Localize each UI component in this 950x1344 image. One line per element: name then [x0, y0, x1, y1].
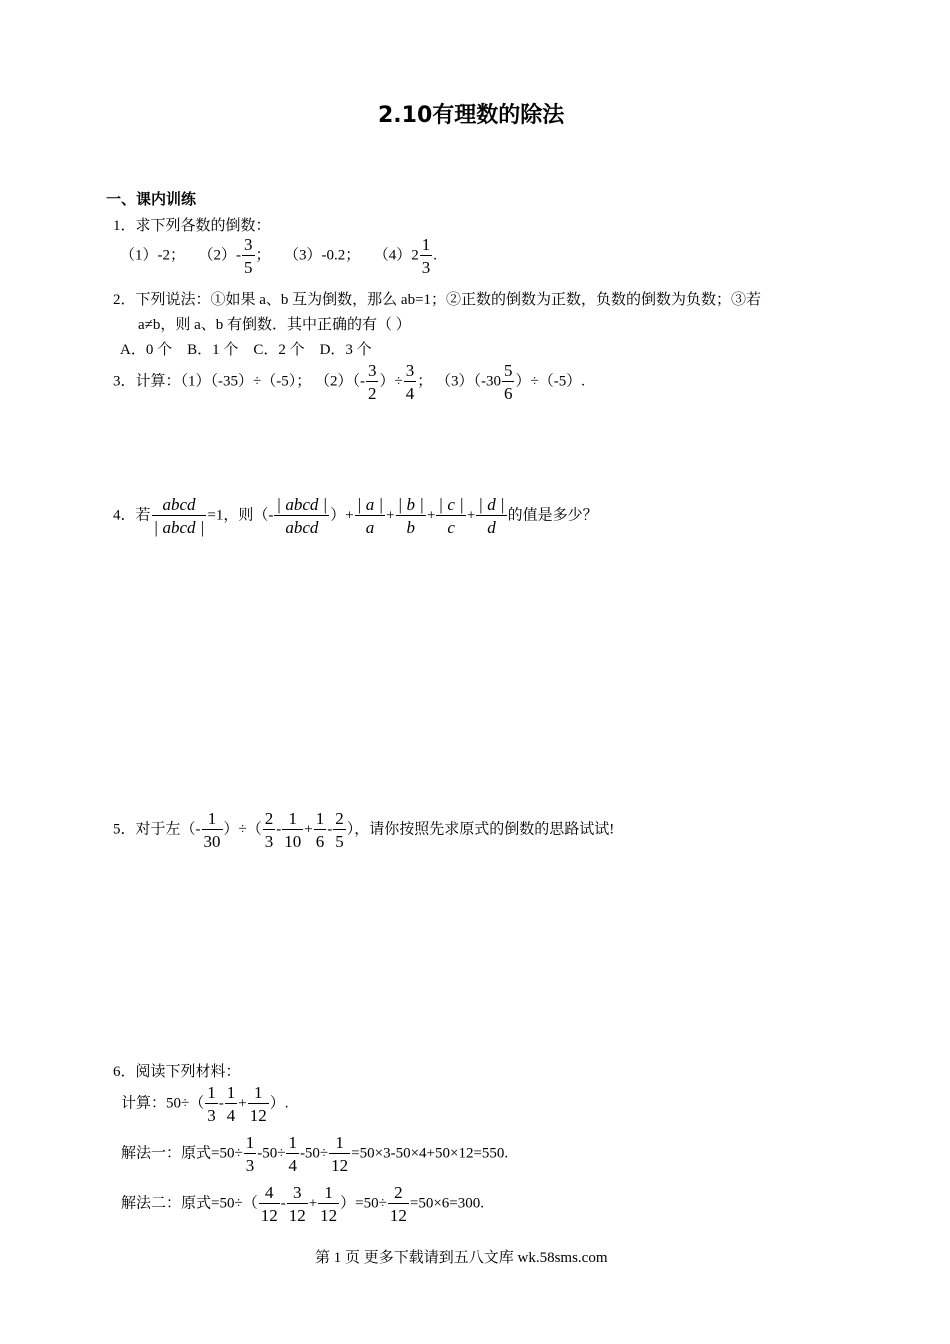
fraction	[396, 496, 426, 536]
q1-number: 1．	[113, 218, 136, 234]
q6-s2-suffix: =50×6=300.	[409, 1195, 485, 1212]
numerator: 2	[335, 809, 344, 828]
denominator: 6	[503, 384, 513, 403]
plus-sign: +	[238, 1095, 247, 1112]
fraction	[314, 810, 327, 850]
q6-calc-suffix: ）.	[269, 1095, 289, 1112]
numerator: | c |	[438, 495, 464, 514]
q5-suffix: ），请你按照先求原式的倒数的思路试试!	[346, 821, 615, 838]
denominator: 5	[335, 832, 344, 851]
fraction	[355, 496, 385, 536]
denominator: 4	[226, 1106, 236, 1125]
q1-item-4-suffix: .	[433, 247, 438, 264]
q1-item-4: （4）2	[373, 247, 419, 264]
question-6-solution-2	[121, 1184, 484, 1224]
fraction	[263, 810, 276, 850]
plus-sign: +	[308, 1195, 318, 1212]
numerator: 3	[244, 235, 253, 254]
q1-item-3: （3）-0.2；	[284, 247, 361, 264]
fraction	[282, 810, 303, 850]
numerator: 1	[318, 1184, 339, 1204]
numerator: 3	[287, 1184, 308, 1204]
minus-sign: -	[276, 821, 282, 838]
fraction	[420, 236, 433, 276]
denominator: 12	[288, 1206, 306, 1225]
numerator: | abcd |	[276, 495, 328, 514]
numerator: 1	[245, 1133, 255, 1152]
minus-sign: -	[218, 1095, 224, 1112]
denominator: 12	[389, 1206, 407, 1225]
numerator: 3	[367, 361, 377, 380]
q1-item-1: （1）-2；	[120, 247, 185, 264]
q6-s2-middle: ）=50÷	[340, 1195, 387, 1212]
fraction	[286, 1134, 299, 1174]
numerator: 1	[282, 810, 303, 830]
question-1-items	[120, 236, 437, 276]
numerator: 4	[259, 1184, 280, 1204]
q6-s1-middle-2: -50÷	[299, 1145, 329, 1162]
fraction	[404, 362, 417, 402]
plus-sign: +	[426, 507, 436, 524]
q6-calc-prefix: 计算：50÷（	[121, 1095, 205, 1112]
q6-s1-prefix: 解法一：原式=50÷	[121, 1145, 243, 1162]
denominator: d	[487, 518, 496, 537]
section-heading: 一、课内训练	[106, 192, 197, 208]
denominator: 3	[245, 1156, 255, 1175]
minus-sign: -	[280, 1195, 286, 1212]
numerator: 5	[503, 361, 513, 380]
fraction	[476, 496, 506, 536]
denominator: b	[406, 518, 416, 537]
denominator: 12	[260, 1206, 278, 1225]
numerator: 2	[264, 809, 274, 828]
denominator: 4	[288, 1156, 297, 1175]
q6-s2-prefix: 解法二：原式=50÷（	[121, 1195, 258, 1212]
question-5	[113, 810, 614, 850]
denominator: 12	[320, 1206, 338, 1225]
q4-suffix: 的值是多少？	[507, 507, 598, 524]
denominator: 12	[331, 1156, 349, 1175]
q4-middle-2: ）+	[330, 507, 354, 524]
denominator: abcd	[285, 518, 319, 537]
denominator: 3	[207, 1106, 216, 1125]
denominator: 12	[249, 1106, 267, 1125]
denominator: 2	[367, 384, 377, 403]
numerator: | a |	[356, 495, 384, 514]
question-4	[113, 496, 598, 536]
fraction	[436, 496, 465, 536]
numerator: 1	[329, 1134, 350, 1154]
numerator: 1	[207, 1083, 216, 1102]
denominator: 4	[405, 384, 415, 403]
numerator: | b |	[397, 495, 424, 514]
denominator: 5	[244, 258, 253, 277]
q4-middle-1: =1，则（-	[207, 507, 274, 524]
page-footer: 第 1 页 更多下载请到五八文库 wk.58sms.com	[315, 1250, 608, 1266]
plus-sign: +	[386, 507, 395, 524]
denominator: c	[447, 518, 455, 537]
q1-item-2-suffix: ；	[255, 247, 271, 264]
question-2-line-1: 2．下列说法：①如果 a、b 互为倒数，那么 ab=1；②正数的倒数为正数，负数的倒数为负数；③若	[113, 292, 762, 308]
numerator: | d |	[478, 495, 505, 514]
fraction	[329, 1134, 350, 1174]
q3-middle-1: ）÷	[379, 373, 403, 390]
numerator: 1	[226, 1083, 236, 1102]
fraction	[502, 362, 515, 402]
question-6-solution-1	[121, 1134, 508, 1174]
q6-s1-middle-1: -50÷	[257, 1145, 286, 1162]
q5-middle-1: ）÷（	[223, 821, 262, 838]
question-2-line-2: a≠b，则 a、b 有倒数．其中正确的有（ ）	[138, 317, 411, 333]
fraction	[274, 496, 329, 536]
question-1-stem	[113, 214, 271, 235]
fraction	[202, 810, 223, 850]
numerator: abcd	[152, 496, 207, 516]
numerator: 3	[405, 361, 415, 380]
q1-item-2: （2）-	[198, 247, 241, 264]
denominator: 3	[264, 832, 274, 851]
denominator: 3	[421, 258, 431, 277]
q4-prefix: 4．若	[113, 507, 151, 524]
q3-prefix: 3．计算：（1）（-35）÷（-5）； （2）（-	[113, 373, 365, 390]
numerator: 1	[315, 809, 325, 828]
denominator: 10	[284, 832, 302, 851]
fraction	[152, 496, 207, 536]
numerator: 1	[288, 1133, 297, 1152]
numerator: 1	[421, 235, 431, 254]
question-2-options: A．0 个 B．1 个 C．2 个 D．3 个	[120, 342, 372, 358]
fraction	[388, 1184, 409, 1224]
question-3	[113, 362, 585, 402]
numerator: 2	[388, 1184, 409, 1204]
fraction	[248, 1084, 269, 1124]
fraction	[242, 236, 255, 276]
fraction	[333, 810, 346, 850]
plus-sign: +	[304, 821, 313, 838]
q5-prefix: 5．对于左（-	[113, 821, 201, 838]
fraction	[318, 1184, 339, 1224]
denominator: 6	[315, 832, 325, 851]
fraction	[205, 1084, 218, 1124]
q6-s1-suffix: =50×3-50×4+50×12=550.	[351, 1145, 509, 1162]
fraction	[225, 1084, 238, 1124]
q3-suffix: ）÷（-5）.	[515, 373, 585, 390]
fraction	[287, 1184, 308, 1224]
question-6-calc	[121, 1084, 288, 1124]
q3-middle-2: ； （3）（-30	[417, 373, 501, 390]
fraction	[366, 362, 379, 402]
denominator: | abcd |	[153, 518, 205, 537]
numerator: 1	[248, 1084, 269, 1104]
q1-stem-text: 求下列各数的倒数：	[135, 218, 271, 234]
denominator: 30	[203, 832, 221, 851]
page-title: 2.10有理数的除法	[378, 103, 565, 128]
fraction	[259, 1184, 280, 1224]
question-6-stem: 6．阅读下列材料：	[113, 1064, 241, 1080]
minus-sign: -	[327, 821, 333, 838]
plus-sign: +	[466, 507, 476, 524]
numerator: 1	[202, 810, 223, 830]
fraction	[244, 1134, 257, 1174]
denominator: a	[365, 518, 375, 537]
